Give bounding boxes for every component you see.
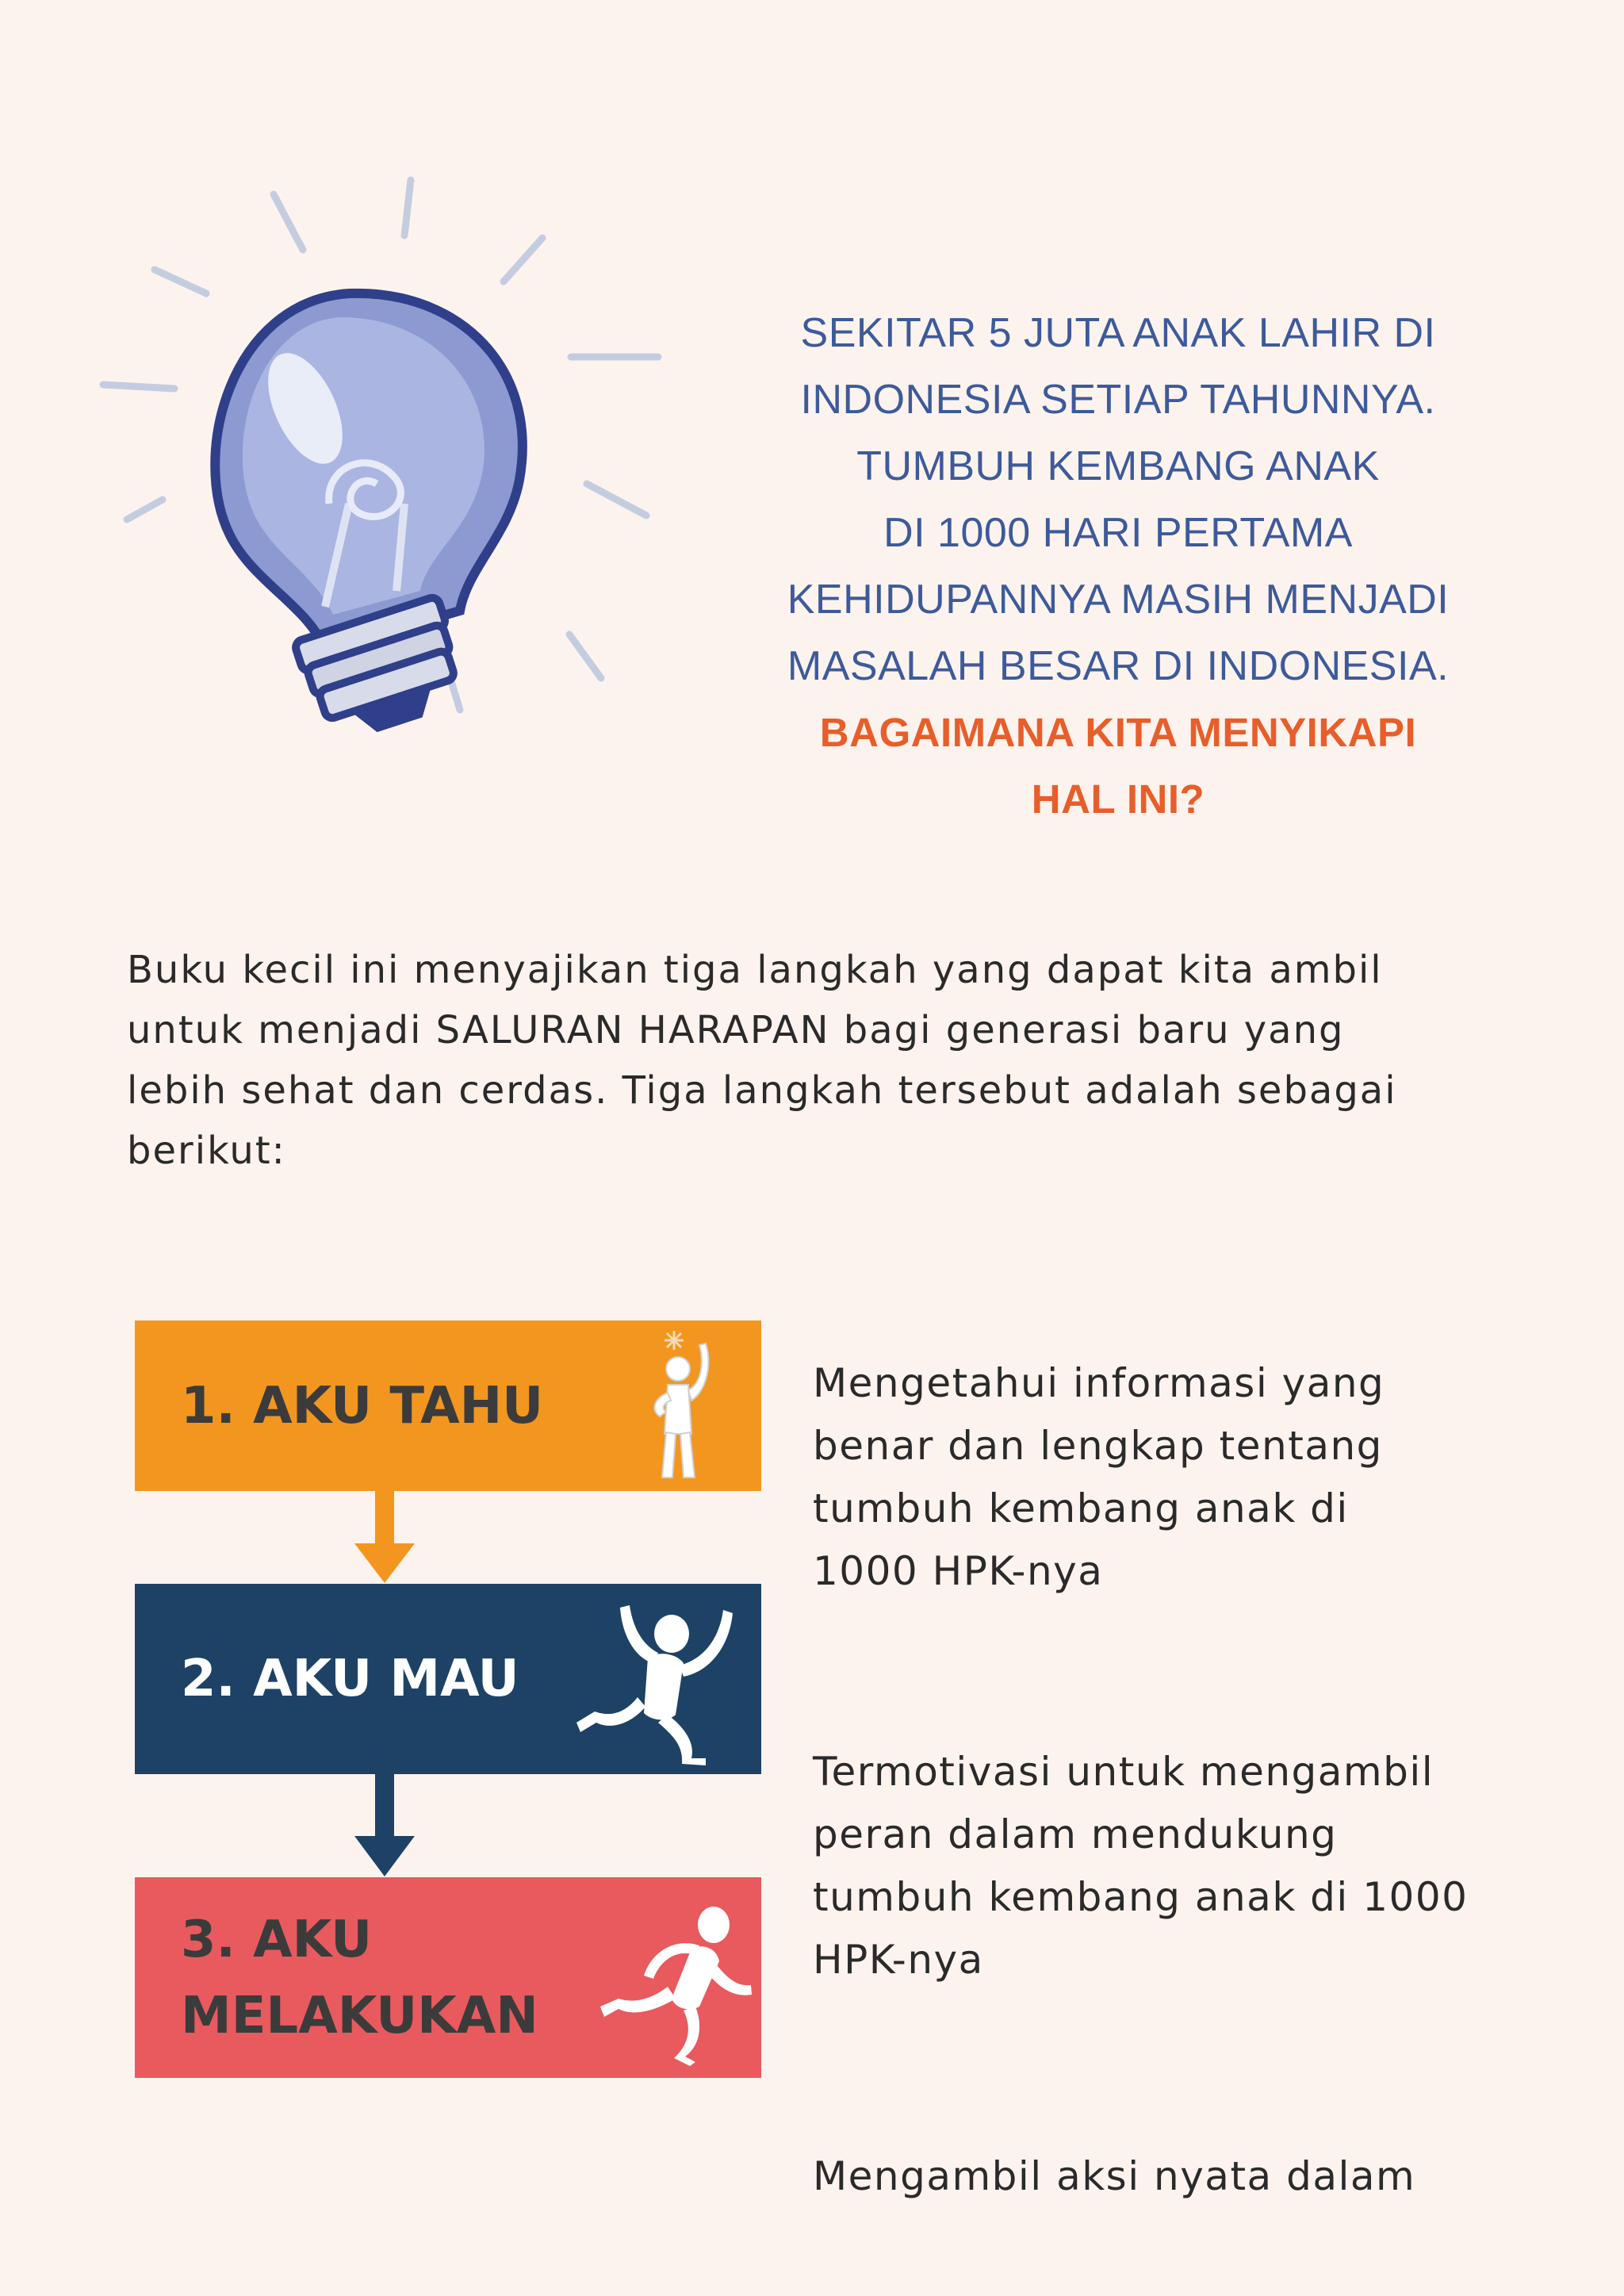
intro-question-line: BAGAIMANA KITA MENYIKAPI [819, 710, 1417, 755]
intro-question-line: HAL INI? [1031, 776, 1205, 822]
step-label: 2. AKU MAU [181, 1650, 519, 1708]
description-paragraph [127, 940, 1538, 1181]
description-line: lebih sehat dan cerdas. Tiga langkah tersebut adalah sebagai [127, 1068, 1397, 1113]
intro-heading [698, 300, 1538, 833]
intro-line: SEKITAR 5 JUTA ANAK LAHIR DI [800, 310, 1436, 356]
running-person-icon [596, 1899, 755, 2066]
cheering-person-icon [565, 1596, 747, 1766]
step-arrow-icon [353, 1491, 416, 1584]
intro-line: TUMBUH KEMBANG ANAK [856, 443, 1380, 489]
step-label: 3. AKU MELAKUKAN [181, 1910, 538, 2045]
description-line: berikut: [127, 1129, 286, 1173]
intro-line: KEHIDUPANNYA MASIH MENJADI [787, 577, 1450, 623]
step-description-line: tumbuh kembang anak di [813, 1485, 1349, 1531]
step-description-line: Termotivasi untuk mengambil [813, 1749, 1434, 1795]
step-arrow-icon [353, 1774, 416, 1877]
step-3-description [813, 2145, 1526, 2208]
step-description-line: peran dalam mendukung [813, 1811, 1338, 1857]
intro-line: DI 1000 HARI PERTAMA [883, 510, 1353, 556]
step-description-line: HPK-nya [813, 1937, 984, 1983]
description-line: Buku kecil ini menyajikan tiga langkah yang dapat kita ambil [127, 948, 1383, 992]
step-description-line: tumbuh kembang anak di 1000 [813, 1874, 1469, 1920]
step-2-description [813, 1741, 1526, 1991]
step-description-line: 1000 HPK-nya [813, 1548, 1104, 1594]
step-label: 1. AKU TAHU [181, 1376, 544, 1435]
intro-line: MASALAH BESAR DI INDONESIA. [787, 643, 1450, 689]
step-description-line: Mengambil aksi nyata dalam [813, 2153, 1416, 2199]
lightbulb-icon [87, 171, 666, 765]
intro-line: INDONESIA SETIAP TAHUNNYA. [800, 377, 1436, 423]
thinking-person-icon [634, 1323, 722, 1489]
description-line: untuk menjadi SALURAN HARAPAN bagi generasi baru yang [127, 1008, 1345, 1052]
step-description-line: benar dan lengkap tentang [813, 1423, 1383, 1469]
step-description-line: Mengetahui informasi yang [813, 1360, 1385, 1406]
step-1-description [813, 1352, 1526, 1603]
